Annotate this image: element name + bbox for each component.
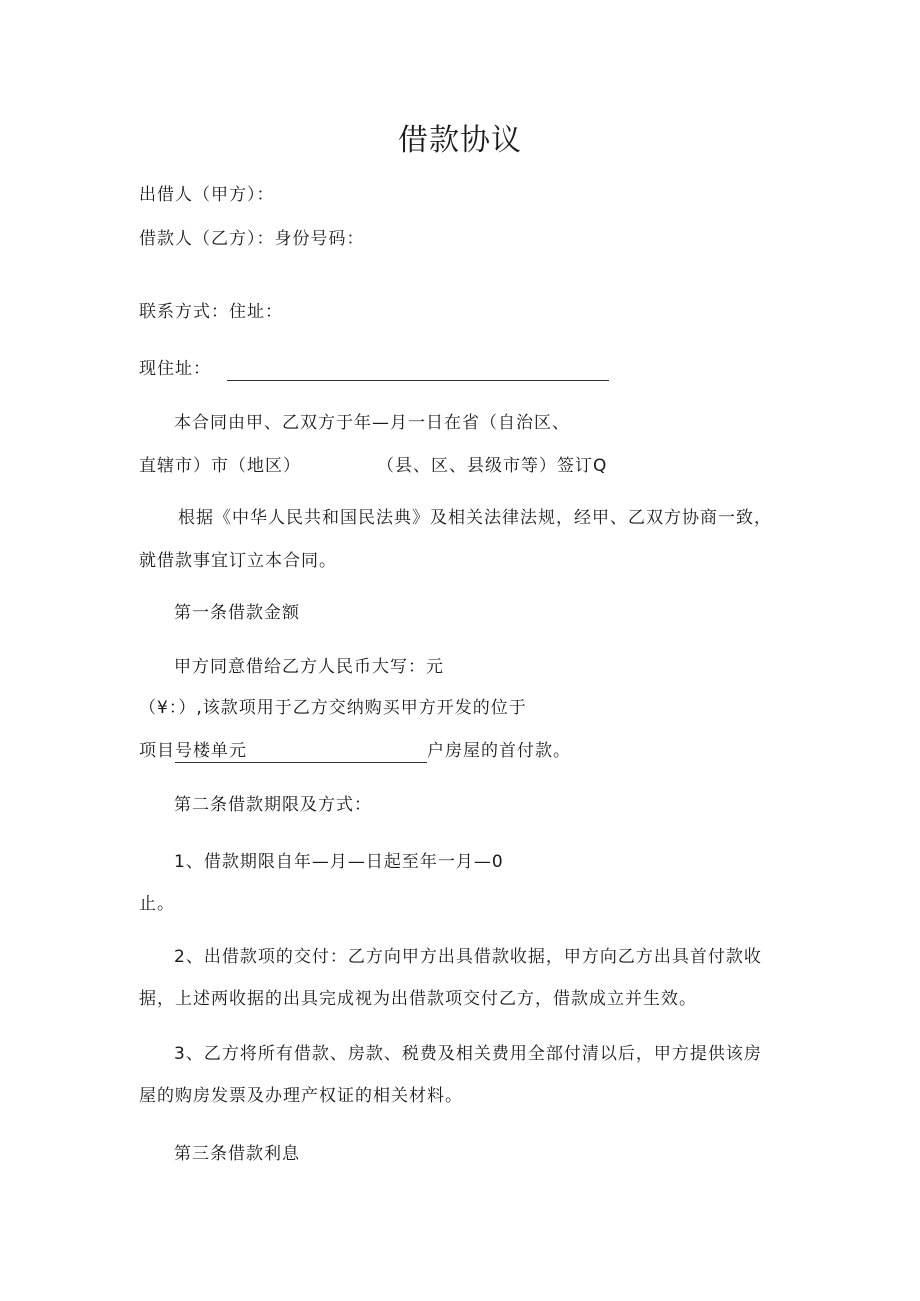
basis-line-2: 就借款事宜订立本合同。 (139, 551, 337, 571)
article1-line-1: 甲方同意借给乙方人民币大写：元 (174, 657, 444, 677)
article2-item3-line2: 屋的购房发票及办理产权证的相关材料。 (139, 1086, 463, 1106)
current-address-label: 现住址： (139, 359, 211, 379)
intro-line-2a: 直辖市）市（地区） (139, 456, 301, 476)
article2-item1-line2: 止。 (139, 894, 175, 914)
document-title: 借款协议 (398, 123, 522, 158)
article3-heading: 第三条借款利息 (174, 1144, 300, 1164)
article1-suffix: 户房屋的首付款。 (427, 741, 571, 761)
intro-line-2b: （县、区、县级市等）签订Q (377, 456, 608, 476)
article2-heading: 第二条借款期限及方式： (174, 795, 372, 815)
lender-line: 出借人（甲方）： (139, 185, 275, 205)
article2-item1-line1: 1、借款期限自年—月—日起至年一月—0 (174, 852, 504, 872)
basis-line-1: 根据《中华人民共和国民法典》及相关法律法规，经甲、乙双方协商一致， (178, 508, 772, 528)
article1-building: 号楼单元 (175, 741, 247, 761)
article2-item2-line2: 据，上述两收据的出具完成视为出借款项交付乙方，借款成立并生效。 (139, 989, 697, 1009)
article2-item3-line1: 3、乙方将所有借款、房款、税费及相关费用全部付清以后，甲方提供该房 (174, 1044, 762, 1064)
article1-line-2: （¥：）,该款项用于乙方交纳购买甲方开发的位于 (139, 698, 527, 718)
intro-line-2 (139, 455, 607, 477)
intro-line-1: 本合同由甲、乙双方于年—月一日在省（自治区、 (174, 413, 570, 433)
contact-line: 联系方式：住址： (139, 302, 283, 322)
current-address-blank (227, 358, 609, 381)
borrower-line: 借款人（乙方）：身份号码： (139, 229, 365, 249)
article1-unit-blank (175, 740, 427, 763)
article1-line-3 (139, 740, 571, 763)
article1-heading: 第一条借款金额 (174, 603, 300, 623)
article1-project: 项目 (139, 741, 175, 761)
current-address-line (139, 358, 609, 381)
article2-item2-line1: 2、出借款项的交付：乙方向甲方出具借款收据，甲方向乙方出具首付款收 (174, 947, 762, 967)
